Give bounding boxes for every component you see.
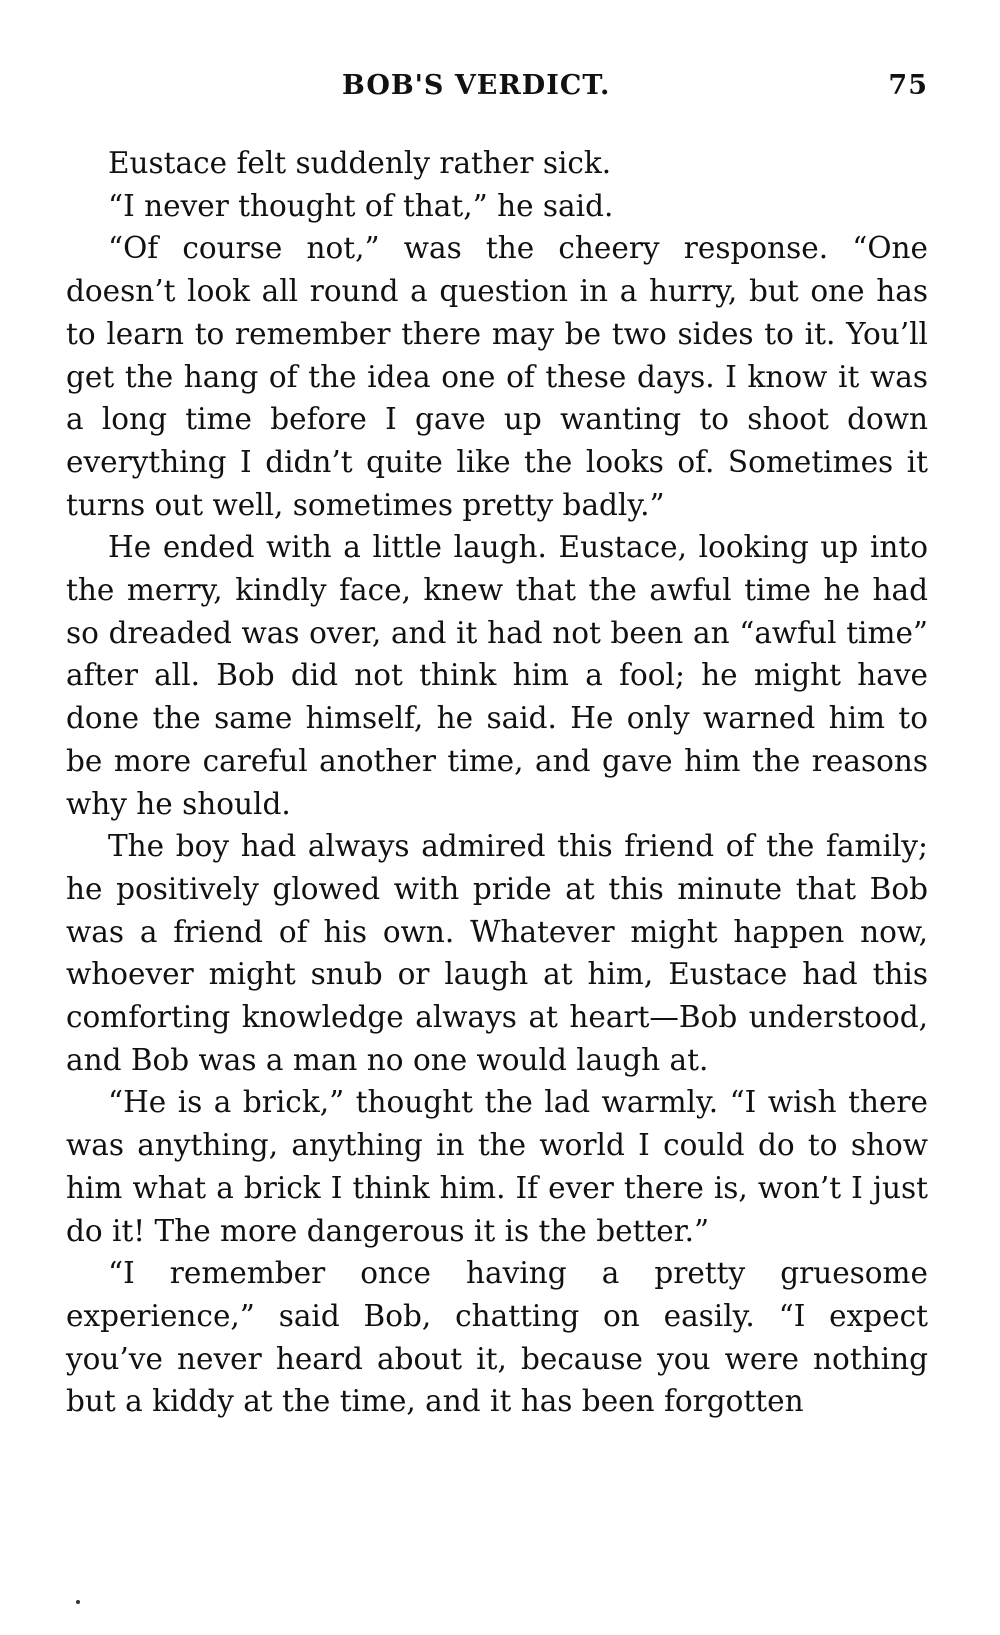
paragraph: “He is a brick,” thought the lad warmly. “I wish there was anything, anything in the world I could do to show him what a brick I think him. If ever there is, won’t I just do it! The more dangerous it is the better.”: [66, 1085, 928, 1248]
paragraph: “I remember once having a pretty gruesome experience,” said Bob, chatting on easily. “I expect you’ve never heard about it, because you were nothing but a kiddy at the time, and it has been forgotten: [66, 1256, 928, 1419]
ink-speck: [76, 1600, 80, 1604]
running-title: BOB'S VERDICT.: [342, 70, 611, 101]
paragraph: “Of course not,” was the cheery response. “One doesn’t look all round a question in a hurry, but one has to learn to remember there may be two sides to it. You’ll get the hang of the idea one of these days. I know it was a long time before I gave up wanting to shoot down everything I didn’t quite like the looks of. Sometimes it turns out well, sometimes pretty badly.”: [66, 231, 928, 522]
paragraph: Eustace felt suddenly rather sick.: [108, 146, 612, 180]
paragraph: “I never thought of that,” he said.: [108, 188, 614, 223]
page-header: [66, 70, 928, 110]
page-number: 75: [888, 70, 928, 101]
paragraph: He ended with a little laugh. Eustace, looking up into the merry, kindly face, knew that the awful time he had so dreaded was over, and it had not been an “awful time” after all. Bob did not think him a fool; he might have done the same himself, he said. He only warned him to be more careful another time, and gave him the reasons why he should.: [66, 530, 928, 821]
body-text: [66, 142, 928, 1423]
paragraph: The boy had always admired this friend of the family; he positively glowed with pride at this minute that Bob was a friend of his own. Whatever might happen now, whoever might snub or laugh at him, Eustace had this comforting knowledge always at heart—Bob understood, and Bob was a man no one would laugh at.: [66, 829, 928, 1077]
